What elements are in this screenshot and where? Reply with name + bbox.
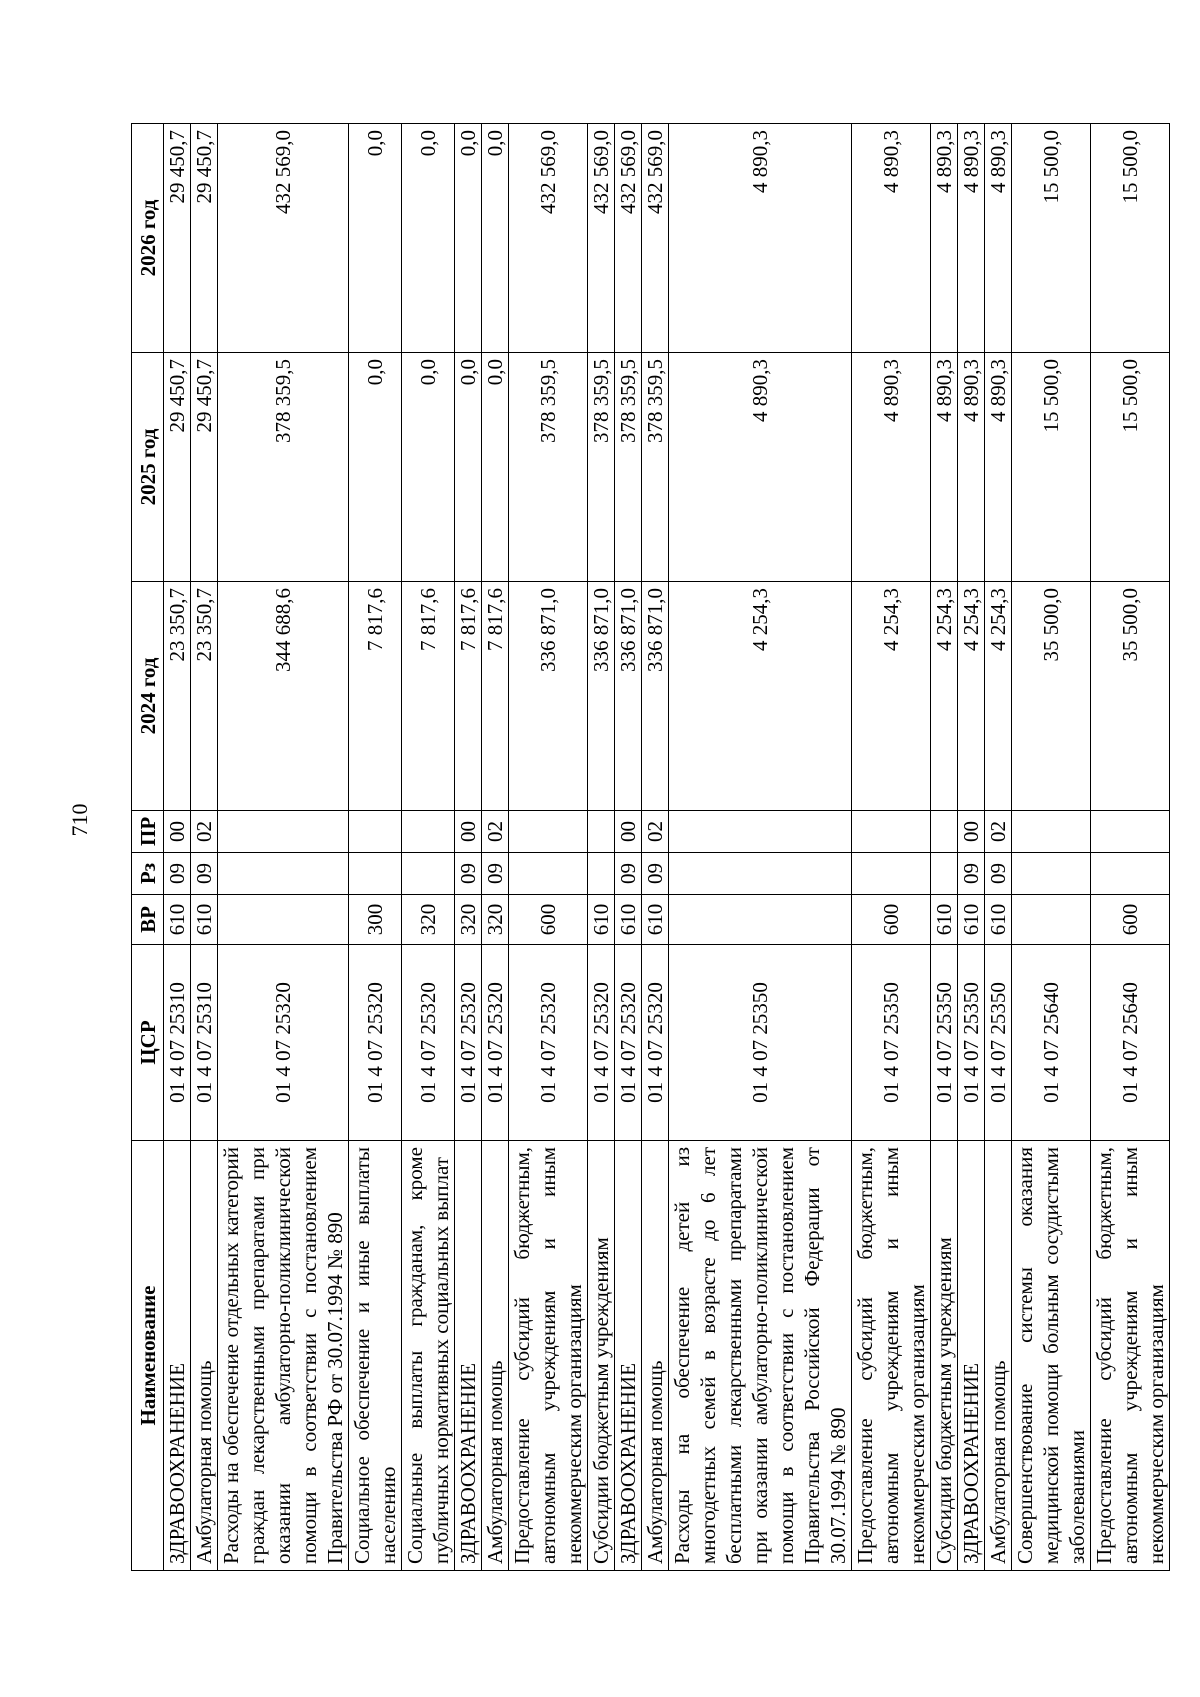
row-2024: 7 817,6 (349, 582, 402, 811)
row-name: ЗДРАВООХРАНЕНИЕ (455, 1141, 482, 1571)
row-pr: 00 (455, 811, 482, 853)
row-pr (402, 811, 455, 853)
header-rz: Рз (132, 853, 164, 895)
header-name: Наименование (132, 1141, 164, 1571)
row-2026: 0,0 (482, 124, 509, 353)
row-vr: 300 (349, 895, 402, 945)
row-rz: 09 (642, 853, 669, 895)
row-rz: 09 (455, 853, 482, 895)
row-name: Амбулаторная помощь (482, 1141, 509, 1571)
table-body (164, 124, 1170, 1571)
row-vr: 320 (402, 895, 455, 945)
table-row (482, 124, 509, 1571)
table-row (985, 124, 1012, 1571)
row-2026: 4 890,3 (985, 124, 1012, 353)
row-2026: 0,0 (402, 124, 455, 353)
row-rz (402, 853, 455, 895)
row-rz: 09 (615, 853, 642, 895)
row-name: ЗДРАВООХРАНЕНИЕ (164, 1141, 191, 1571)
header-csr: ЦСР (132, 945, 164, 1141)
header-2024: 2024 год (132, 582, 164, 811)
row-2025: 0,0 (402, 353, 455, 582)
row-2025: 4 890,3 (669, 353, 852, 582)
row-vr: 600 (852, 895, 931, 945)
table-row (164, 124, 191, 1571)
row-2025: 378 359,5 (642, 353, 669, 582)
row-vr: 610 (615, 895, 642, 945)
row-name: Предоставление субсидий бюджетным, автономным учреждениям и иным некоммерческим организациям (509, 1141, 588, 1571)
row-rz (1012, 853, 1091, 895)
row-pr: 00 (958, 811, 985, 853)
row-2026: 4 890,3 (669, 124, 852, 353)
row-rz (349, 853, 402, 895)
row-2026: 15 500,0 (1012, 124, 1091, 353)
row-vr: 610 (985, 895, 1012, 945)
table-row (642, 124, 669, 1571)
row-csr: 01 4 07 25320 (349, 945, 402, 1141)
row-rz (931, 853, 958, 895)
row-name: Субсидии бюджетным учреждениям (588, 1141, 615, 1571)
row-2026: 29 450,7 (191, 124, 218, 353)
row-pr (1091, 811, 1170, 853)
row-rz (852, 853, 931, 895)
row-vr (669, 895, 852, 945)
row-2026: 432 569,0 (509, 124, 588, 353)
row-pr (588, 811, 615, 853)
row-2025: 29 450,7 (191, 353, 218, 582)
row-csr: 01 4 07 25320 (402, 945, 455, 1141)
row-csr: 01 4 07 25350 (931, 945, 958, 1141)
row-pr: 02 (985, 811, 1012, 853)
row-2024: 23 350,7 (164, 582, 191, 811)
row-rz (588, 853, 615, 895)
row-2024: 4 254,3 (985, 582, 1012, 811)
row-csr: 01 4 07 25320 (482, 945, 509, 1141)
row-rz: 09 (164, 853, 191, 895)
row-2026: 0,0 (349, 124, 402, 353)
table-header-row (132, 124, 164, 1571)
row-2025: 378 359,5 (615, 353, 642, 582)
table-row (509, 124, 588, 1571)
table-row (218, 124, 349, 1571)
row-2024: 35 500,0 (1012, 582, 1091, 811)
row-2025: 4 890,3 (985, 353, 1012, 582)
row-name: Социальное обеспечение и иные выплаты населению (349, 1141, 402, 1571)
row-2024: 7 817,6 (482, 582, 509, 811)
row-2025: 15 500,0 (1012, 353, 1091, 582)
row-csr: 01 4 07 25320 (509, 945, 588, 1141)
row-2026: 432 569,0 (615, 124, 642, 353)
row-vr: 600 (1091, 895, 1170, 945)
header-vr: ВР (132, 895, 164, 945)
table-row (669, 124, 852, 1571)
row-2026: 432 569,0 (642, 124, 669, 353)
row-pr (852, 811, 931, 853)
row-vr (218, 895, 349, 945)
row-2024: 23 350,7 (191, 582, 218, 811)
row-pr (1012, 811, 1091, 853)
row-csr: 01 4 07 25320 (455, 945, 482, 1141)
row-2026: 4 890,3 (931, 124, 958, 353)
row-pr: 02 (482, 811, 509, 853)
row-name: Предоставление субсидий бюджетным, автономным учреждениям и иным некоммерческим организациям (1091, 1141, 1170, 1571)
header-2026: 2026 год (132, 124, 164, 353)
row-2025: 0,0 (482, 353, 509, 582)
row-rz (669, 853, 852, 895)
row-csr: 01 4 07 25320 (588, 945, 615, 1141)
row-name: ЗДРАВООХРАНЕНИЕ (615, 1141, 642, 1571)
row-csr: 01 4 07 25640 (1091, 945, 1170, 1141)
row-vr: 610 (958, 895, 985, 945)
row-rz: 09 (482, 853, 509, 895)
page-number: 710 (67, 803, 92, 837)
row-csr: 01 4 07 25320 (615, 945, 642, 1141)
row-2024: 35 500,0 (1091, 582, 1170, 811)
row-csr: 01 4 07 25350 (669, 945, 852, 1141)
row-name: Субсидии бюджетным учреждениям (931, 1141, 958, 1571)
row-2024: 4 254,3 (852, 582, 931, 811)
row-2025: 29 450,7 (164, 353, 191, 582)
row-vr: 600 (509, 895, 588, 945)
row-2025: 4 890,3 (931, 353, 958, 582)
row-pr (669, 811, 852, 853)
row-2024: 7 817,6 (402, 582, 455, 811)
table-row (455, 124, 482, 1571)
row-name: Социальные выплаты гражданам, кроме публичных нормативных социальных выплат (402, 1141, 455, 1571)
rotated-table-container (131, 124, 1168, 1571)
row-2024: 4 254,3 (931, 582, 958, 811)
row-vr: 320 (455, 895, 482, 945)
row-pr (931, 811, 958, 853)
row-rz (509, 853, 588, 895)
row-2025: 0,0 (349, 353, 402, 582)
table-row (931, 124, 958, 1571)
row-2026: 4 890,3 (852, 124, 931, 353)
row-2026: 29 450,7 (164, 124, 191, 353)
row-csr: 01 4 07 25350 (985, 945, 1012, 1141)
table-row (588, 124, 615, 1571)
row-2026: 15 500,0 (1091, 124, 1170, 353)
row-2024: 336 871,0 (509, 582, 588, 811)
row-name: Амбулаторная помощь (191, 1141, 218, 1571)
row-pr: 00 (164, 811, 191, 853)
row-pr: 00 (615, 811, 642, 853)
header-pr: ПР (132, 811, 164, 853)
row-2025: 4 890,3 (852, 353, 931, 582)
table-row (349, 124, 402, 1571)
table-row (1091, 124, 1170, 1571)
row-rz: 09 (985, 853, 1012, 895)
row-csr: 01 4 07 25350 (958, 945, 985, 1141)
row-rz: 09 (191, 853, 218, 895)
table-row (1012, 124, 1091, 1571)
table-row (191, 124, 218, 1571)
row-2025: 378 359,5 (509, 353, 588, 582)
row-vr: 610 (931, 895, 958, 945)
row-name: Предоставление субсидий бюджетным, автономным учреждениям и иным некоммерческим организациям (852, 1141, 931, 1571)
row-vr (1012, 895, 1091, 945)
row-2024: 4 254,3 (669, 582, 852, 811)
row-2025: 15 500,0 (1091, 353, 1170, 582)
row-name: Амбулаторная помощь (642, 1141, 669, 1571)
table-row (852, 124, 931, 1571)
row-2025: 378 359,5 (588, 353, 615, 582)
header-2025: 2025 год (132, 353, 164, 582)
row-csr: 01 4 07 25310 (191, 945, 218, 1141)
row-name: Расходы на обеспечение отдельных категорий граждан лекарственными препаратами при оказании амбулаторно-поликлинической помощи в соответствии с постановлением Правительства РФ от 30.07.1994 № 890 (218, 1141, 349, 1571)
row-pr (218, 811, 349, 853)
row-csr: 01 4 07 25320 (642, 945, 669, 1141)
row-pr (509, 811, 588, 853)
row-name: Совершенствование системы оказания медицинской помощи больным сосудистыми заболеваниями (1012, 1141, 1091, 1571)
row-vr: 320 (482, 895, 509, 945)
row-pr: 02 (642, 811, 669, 853)
row-2024: 4 254,3 (958, 582, 985, 811)
row-2026: 432 569,0 (588, 124, 615, 353)
budget-table (131, 123, 1170, 1571)
row-2025: 0,0 (455, 353, 482, 582)
table-row (958, 124, 985, 1571)
row-name: Расходы на обеспечение детей из многодетных семей в возрасте до 6 лет бесплатными лекарственными препаратами при оказании амбулаторно-поликлинической помощи в соответствии с постановлением Правительства Российской Федерации от 30.07.1994 № 890 (669, 1141, 852, 1571)
row-pr (349, 811, 402, 853)
table-row (402, 124, 455, 1571)
row-2026: 432 569,0 (218, 124, 349, 353)
row-2024: 336 871,0 (588, 582, 615, 811)
row-2026: 0,0 (455, 124, 482, 353)
row-csr: 01 4 07 25310 (164, 945, 191, 1141)
row-name: Амбулаторная помощь (985, 1141, 1012, 1571)
row-2024: 336 871,0 (615, 582, 642, 811)
row-2024: 7 817,6 (455, 582, 482, 811)
row-csr: 01 4 07 25350 (852, 945, 931, 1141)
row-2024: 344 688,6 (218, 582, 349, 811)
row-2025: 4 890,3 (958, 353, 985, 582)
row-pr: 02 (191, 811, 218, 853)
row-rz: 09 (958, 853, 985, 895)
row-csr: 01 4 07 25320 (218, 945, 349, 1141)
row-vr: 610 (642, 895, 669, 945)
row-name: ЗДРАВООХРАНЕНИЕ (958, 1141, 985, 1571)
row-vr: 610 (588, 895, 615, 945)
row-vr: 610 (191, 895, 218, 945)
row-rz (218, 853, 349, 895)
table-row (615, 124, 642, 1571)
row-2024: 336 871,0 (642, 582, 669, 811)
row-vr: 610 (164, 895, 191, 945)
row-2025: 378 359,5 (218, 353, 349, 582)
row-csr: 01 4 07 25640 (1012, 945, 1091, 1141)
row-rz (1091, 853, 1170, 895)
row-2026: 4 890,3 (958, 124, 985, 353)
